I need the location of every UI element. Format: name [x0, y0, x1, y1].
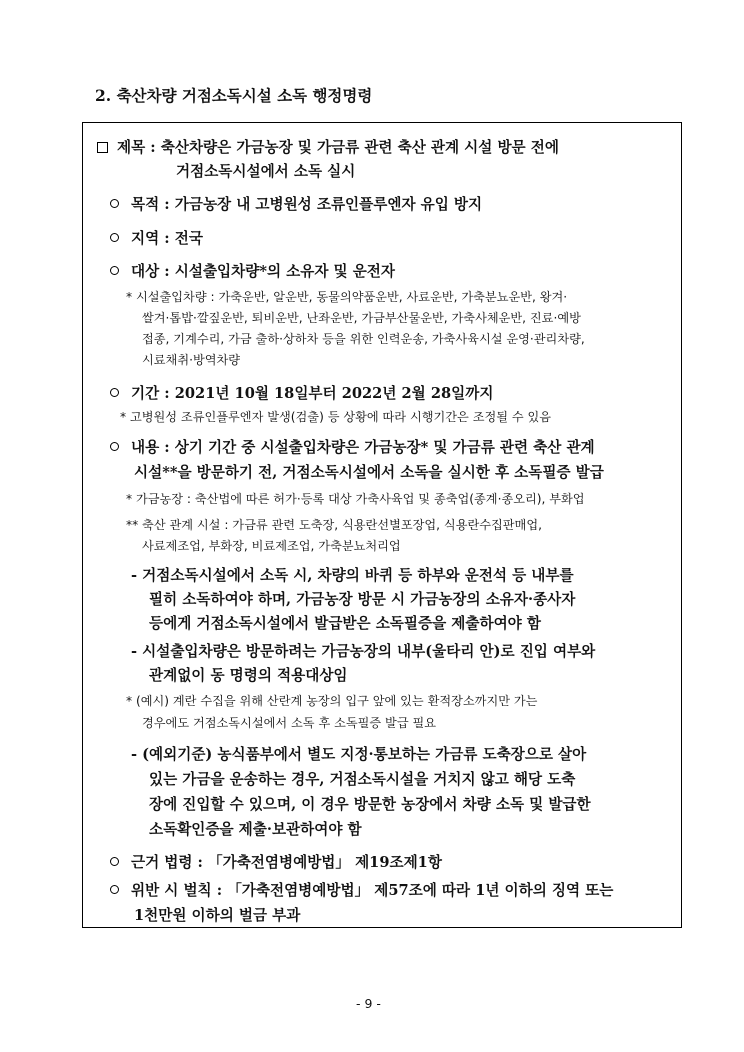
region-text: 지역 : 전국: [131, 230, 203, 247]
circle-bullet-icon: [110, 233, 119, 242]
period-note: * 고병원성 조류인플루엔자 발생(검출) 등 상황에 따라 시행기간은 조정될 수 있음: [120, 410, 552, 424]
target-note-line4: 시료채취·방역차량: [142, 353, 241, 367]
circle-bullet-icon: [110, 388, 119, 397]
dash2-line1: - 시설출입차량은 방문하려는 가금농장의 내부(울타리 안)로 진입 여부와: [131, 643, 596, 660]
circle-bullet-icon: [110, 266, 119, 275]
content-item-line2: 시설**을 방문하기 전, 거점소독시설에서 소독을 실시한 후 소독필증 발급: [134, 464, 604, 481]
basis-text: 근거 법령 : 「가축전염병예방법」 제19조제1항: [131, 854, 442, 871]
period-text: 기간 : 2021년 10월 18일부터 2022년 2월 28일까지: [131, 385, 494, 402]
title-item-line2: 거점소독시설에서 소독 실시: [176, 163, 356, 180]
circle-bullet-icon: [110, 857, 119, 866]
content-note2-line1: ** 축산 관계 시설 : 가금류 관련 도축장, 식용란선별포장업, 식용란수집판매업,: [126, 518, 542, 532]
dash2-note-line1: * (예시) 계란 수집을 위해 산란계 농장의 입구 앞에 있는 환적장소까지만 가는: [126, 694, 538, 708]
page-number: - 9 -: [356, 996, 381, 1011]
dash1-line1: - 거점소독시설에서 소독 시, 차량의 바퀴 등 하부와 운전석 등 내부를: [131, 567, 574, 584]
dash2-note-line2: 경우에도 거점소독시설에서 소독 후 소독필증 발급 필요: [142, 716, 437, 730]
dash3-line2: 있는 가금을 운송하는 경우, 거점소독시설을 거치지 않고 해당 도축: [149, 771, 576, 788]
basis-item: [110, 851, 442, 872]
circle-bullet-icon: [110, 199, 119, 208]
title-item-line1: [97, 136, 559, 157]
period-item: [110, 382, 493, 403]
content-text: 내용 : 상기 기간 중 시설출입차량은 가금농장* 및 가금류 관련 축산 관계: [131, 439, 595, 456]
content-item-line1: [110, 436, 595, 457]
dash3-line1: - (예외기준) 농식품부에서 별도 지정·통보하는 가금류 도축장으로 살아: [131, 746, 587, 763]
dash1-line2: 필히 소독하여야 하며, 가금농장 방문 시 가금농장의 소유자·종사자: [149, 591, 576, 608]
dash2-line2: 관계없이 동 명령의 적용대상임: [149, 667, 348, 684]
circle-bullet-icon: [110, 885, 119, 894]
content-note1: * 가금농장 : 축산법에 따른 허가·등록 대상 가축사육업 및 종축업(종계·종오리), 부화업: [126, 492, 585, 506]
region-item: [110, 227, 203, 248]
square-bullet-icon: [97, 142, 108, 153]
target-text: 대상 : 시설출입차량*의 소유자 및 운전자: [131, 263, 395, 280]
penalty-item-line2: 1천만원 이하의 벌금 부과: [134, 907, 301, 924]
penalty-item-line1: [110, 879, 613, 900]
section-title: 2. 축산차량 거점소독시설 소독 행정명령: [95, 86, 373, 105]
target-note-line2: 쌀겨·톱밥·깔짚운반, 퇴비운반, 난좌운반, 가금부산물운반, 가축사체운반, 진료·예방: [142, 311, 581, 325]
content-note2-line2: 사료제조업, 부화장, 비료제조업, 가축분뇨처리업: [142, 539, 401, 553]
purpose-text: 목적 : 가금농장 내 고병원성 조류인플루엔자 유입 방지: [131, 196, 483, 213]
penalty-text: 위반 시 벌칙 : 「가축전염병예방법」 제57조에 따라 1년 이하의 징역 또는: [131, 882, 614, 899]
circle-bullet-icon: [110, 442, 119, 451]
dash3-line3: 장에 진입할 수 있으며, 이 경우 방문한 농장에서 차량 소독 및 발급한: [149, 796, 591, 813]
target-note-line3: 접종, 기계수리, 가금 출하·상하차 등을 위한 인력운송, 가축사육시설 운영·관리차량,: [142, 332, 585, 346]
dash1-line3: 등에게 거점소독시설에서 발급받은 소독필증을 제출하여야 함: [149, 615, 541, 632]
title-item-text: 제목 : 축산차량은 가금농장 및 가금류 관련 축산 관계 시설 방문 전에: [117, 139, 559, 156]
dash3-line4: 소독확인증을 제출·보관하여야 함: [149, 821, 362, 838]
target-note-line1: * 시설출입차량 : 가축운반, 알운반, 동물의약품운반, 사료운반, 가축분뇨운반, 왕겨·: [126, 290, 568, 304]
purpose-item: [110, 193, 482, 214]
target-item: [110, 260, 395, 281]
